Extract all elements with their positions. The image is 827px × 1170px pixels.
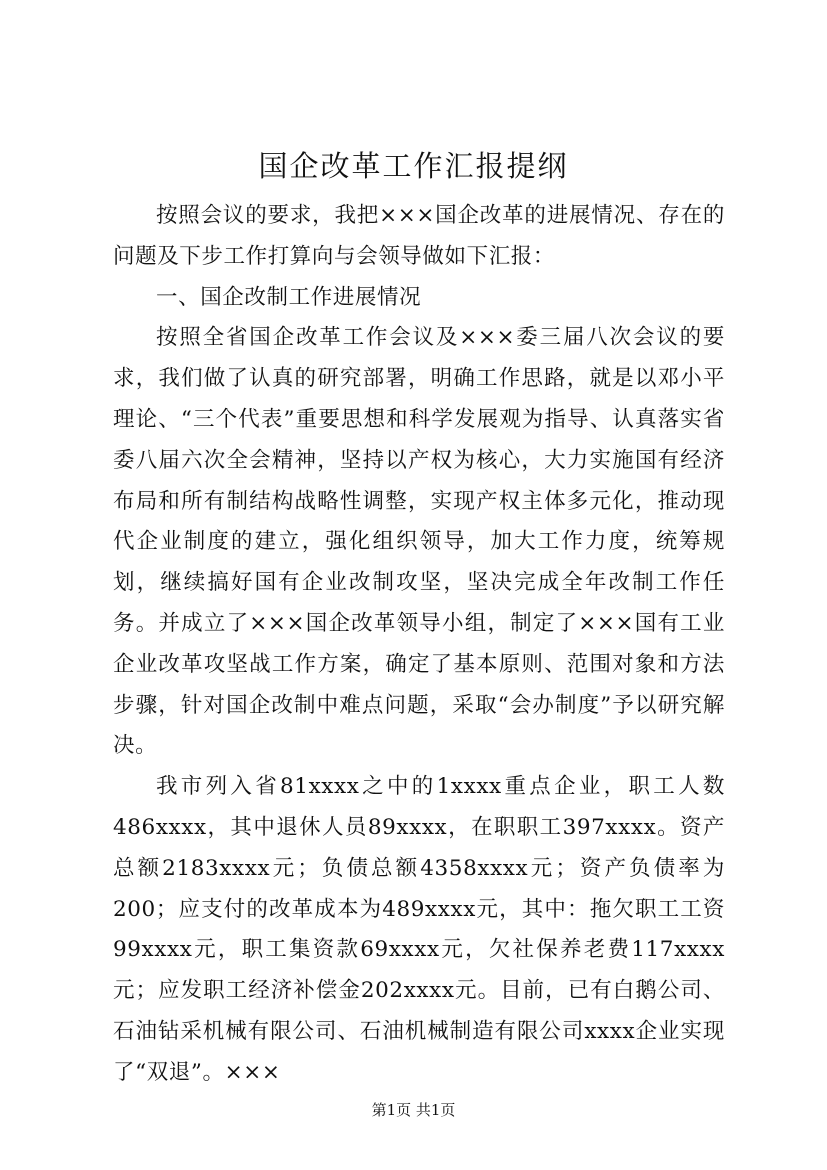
paragraph-progress: 按照全省国企改革工作会议及×××委三届八次会议的要求，我们做了认真的研究部署，明确工作思路，就是以邓小平理论、“三个代表”重要思想和科学发展观为指导、认真落实省委八届六次全会精神，坚持以产权为核心，大力实施国有经济布局和所有制结构战略性调整，实现产权主体多元化，推动现代企业制度的建立，强化组织领导，加大工作力度，统筹规划，继续搞好国有企业改制攻坚，坚决完成全年改制工作任务。并成立了×××国企改革领导小组，制定了×××国有工业企业改革攻坚战工作方案，确定了基本原则、范围对象和方法步骤，针对国企改制中难点问题，采取“会办制度”予以研究解决。	[113, 325, 725, 759]
paragraph-statistics: 我市列入省81xxxx之中的1xxxx重点企业，职工人数486xxxx，其中退休人员89xxxx，在职职工397xxxx。资产总额2183xxxx元；负债总额4358xxxx元；资产负债率为200；应支付的改革成本为489xxxx元，其中：拖欠职工工资99xxxx元，职工集资款69xxxx元，欠社保养老费117xxxx元；应发职工经济补偿金202xxxx元。目前，已有白鹅公司、石油钻采机械有限公司、石油机械制造有限公司xxxx企业实现了“双退”。×××	[113, 774, 725, 1085]
page-footer: 第1页 共1页	[371, 1101, 456, 1119]
paragraph-intro: 按照会议的要求，我把×××国企改革的进展情况、存在的问题及下步工作打算向与会领导做如下汇报：	[113, 203, 725, 269]
section-heading: 一、国企改制工作进展情况	[156, 284, 422, 310]
document-body	[113, 196, 725, 1094]
document-title: 国企改革工作汇报提纲	[258, 149, 569, 183]
